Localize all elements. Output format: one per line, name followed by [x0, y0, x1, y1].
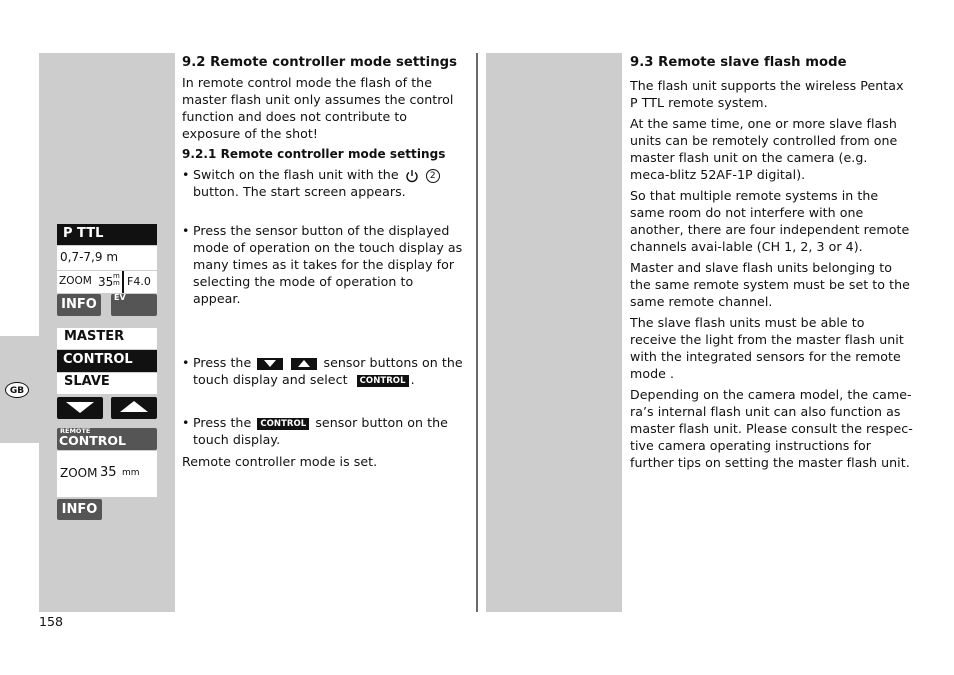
ev-button[interactable]	[111, 294, 157, 316]
power-icon	[405, 169, 419, 183]
paragraph-5: The slave flash units must be able to receive the light from the master flash unit with the integrated sensors for the remote mode .	[630, 315, 904, 381]
remote-label: REMOTE	[60, 427, 91, 435]
aperture-value: F4.0	[127, 275, 151, 288]
bullet: •	[182, 167, 190, 182]
range-value: 0,7-7,9 m	[60, 250, 119, 264]
zoom-label-2: ZOOM	[60, 466, 98, 480]
menu-item-slave[interactable]	[57, 373, 157, 394]
info-button-2[interactable]: INFO	[57, 499, 102, 520]
bullet: •	[182, 355, 190, 370]
step-2-text: Press the sensor button of the displayed mode of operation on the touch display as many times as it takes for the display for selecting the mode of operation to appear.	[193, 223, 463, 306]
zoom-divider	[122, 271, 124, 293]
bullet: •	[182, 223, 190, 238]
arrow-down-icon	[66, 402, 94, 413]
display-zoom-panel-2	[57, 451, 157, 497]
middle-panel	[486, 53, 622, 612]
step-2	[182, 222, 472, 307]
step-3-mid: sensor buttons on the touch display and select	[193, 355, 463, 387]
section-9-2	[182, 54, 472, 470]
menu-item-control[interactable]	[57, 350, 157, 372]
paragraph-2: At the same time, one or more slave flash units can be remotely controlled from one master flash unit on the camera (e.g. meca-blitz 52AF-1P digital).	[630, 116, 898, 182]
paragraph-1: The flash unit supports the wireless Pentax P TTL remote system.	[630, 78, 904, 110]
page-number: 158	[39, 614, 64, 629]
menu-item-master-label: MASTER	[64, 329, 125, 344]
inline-control-label-2: CONTROL	[257, 418, 309, 430]
inline-arrow-down-icon	[257, 358, 283, 370]
section-9-3	[630, 54, 914, 471]
control-mode-label: CONTROL	[59, 433, 127, 448]
subsection-heading: 9.2.1 Remote controller mode settings	[182, 147, 446, 161]
info-button[interactable]: INFO	[57, 294, 101, 316]
display-mode-bar: P TTL	[57, 224, 157, 245]
arrow-up-button[interactable]	[111, 397, 157, 419]
inline-control-label: CONTROL	[357, 375, 409, 387]
ev-label: EV	[114, 293, 126, 302]
paragraph-6: Depending on the camera model, the came-ra’s internal flash unit can also function as master flash unit. Please consult the respec-tive camera operating instructions for further tips on setting the master flash unit.	[630, 387, 913, 470]
display-range-panel	[57, 246, 157, 270]
menu-item-control-label: CONTROL	[63, 352, 133, 367]
paragraph-4: Master and slave flash units belonging to the same remote system must be set to the same remote channel.	[630, 260, 910, 309]
menu-item-master[interactable]	[57, 328, 157, 349]
step-1-suffix: button. The start screen appears.	[193, 184, 406, 199]
step-4	[182, 414, 472, 448]
step-3-prefix: Press the	[193, 355, 252, 370]
column-divider	[476, 53, 478, 612]
zoom-label: ZOOM	[59, 275, 92, 287]
zoom-value-2: 35	[100, 465, 117, 480]
display-zoom-panel	[57, 271, 157, 293]
step-4-suffix: sensor button on the touch display.	[193, 415, 448, 447]
arrow-down-button[interactable]	[57, 397, 103, 419]
zoom-unit-2: mm	[122, 468, 140, 478]
section-heading-9-2: 9.2 Remote controller mode settings	[182, 55, 458, 70]
result-text: Remote controller mode is set.	[182, 454, 378, 469]
step-1	[182, 166, 472, 200]
bullet: •	[182, 415, 190, 430]
remote-control-bar	[57, 428, 157, 450]
step-3-end: .	[410, 372, 415, 387]
step-4-prefix: Press the	[193, 415, 252, 430]
inline-arrow-up-icon	[291, 358, 317, 370]
section-intro: In remote control mode the flash of the master flash unit only assumes the control function and does not contribute to exposure of the shot!	[182, 75, 454, 141]
paragraph-3: So that multiple remote systems in the same room do not interfere with one another, there are four independent remote channels avai-lable (CH 1, 2, 3 or 4).	[630, 188, 910, 254]
language-badge: GB	[5, 382, 29, 398]
section-heading-9-3: 9.3 Remote slave flash mode	[630, 55, 847, 70]
arrow-up-icon	[120, 401, 148, 412]
zoom-unit: mm	[113, 272, 120, 287]
reference-number-icon: 2	[426, 169, 440, 183]
zoom-value: 35	[98, 275, 114, 289]
step-3	[182, 354, 472, 388]
menu-item-slave-label: SLAVE	[64, 374, 110, 389]
step-1-text: Switch on the flash unit with the	[193, 167, 399, 182]
